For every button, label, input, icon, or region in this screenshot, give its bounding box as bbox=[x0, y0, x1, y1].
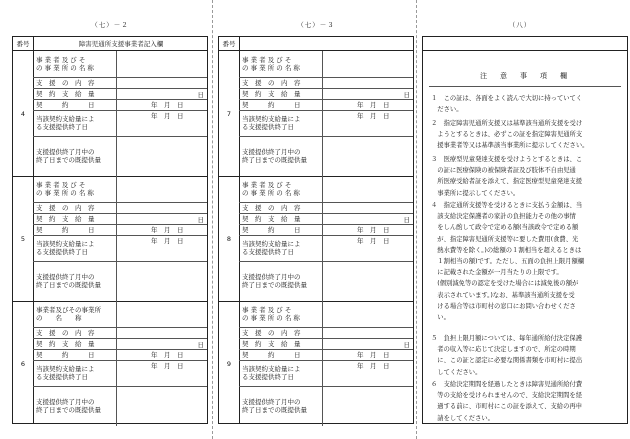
label-divider bbox=[116, 51, 117, 176]
row-label-end_amount-2: 終了日までの既提供量 bbox=[36, 406, 101, 414]
row-divider bbox=[239, 261, 413, 262]
row-divider bbox=[33, 386, 207, 387]
row-label-office_name-2: の 事 業 所 の 名 称 bbox=[242, 314, 300, 322]
notes-title: 注 意 事 項 欄 bbox=[480, 72, 570, 80]
date-units: 年 月 日 bbox=[357, 112, 390, 120]
row-label-office_name-2: の 名 称 bbox=[36, 314, 82, 322]
row-label-end_amount: 支援提供終了月中の bbox=[36, 148, 95, 156]
header-divider bbox=[219, 50, 413, 51]
note-item-2: ２ 指定障害児通所支援又は基準該当通所支援を受け ようとするときは、必ずこの証を指定障害児通所支 援事業者等又は基準該当事業所に提示してください。 bbox=[431, 120, 589, 150]
number-header: 番号 bbox=[16, 40, 30, 48]
row-label-remaining: 当該契約支給量によ bbox=[242, 365, 301, 373]
row-label-office_name-2: の 事 業 所 の 名 称 bbox=[242, 189, 300, 197]
row-label-office_name: 事 業 者 及 び そ bbox=[242, 56, 292, 64]
row-label-content: 支 援 の 内 容 bbox=[36, 78, 95, 87]
number-header: 番号 bbox=[222, 40, 236, 48]
row-label-contract_date: 契 約 日 bbox=[36, 350, 95, 359]
number-column-divider bbox=[239, 37, 240, 423]
unit-day: 日 bbox=[403, 340, 410, 349]
row-label-end_amount-2: 終了日までの既提供量 bbox=[36, 281, 101, 289]
date-units: 年 月 日 bbox=[357, 362, 390, 370]
unit-day: 日 bbox=[197, 90, 204, 99]
row-label-content: 支 援 の 内 容 bbox=[242, 78, 301, 87]
note-item-5: ５ 負担上限月額については、毎年通所給付決定保護 者の収入等に応じて決定しますので、所定の時期 に、この証と認定に必要な関係書類を市町村に提出 してください。 bbox=[431, 335, 583, 376]
row-label-content: 支 援 の 内 容 bbox=[242, 203, 301, 212]
header-divider bbox=[13, 50, 207, 51]
date-units: 年 月 日 bbox=[151, 362, 184, 370]
note-item-6: ６ 支給決定期間を経過したときは障害児通所給付費 等の支給を受けられませんので、支給決定期間を経 過する前に、市町村にこの証を添えて、支給の再申 請をしてください。 bbox=[431, 381, 583, 422]
date-units: 年 月 日 bbox=[357, 101, 390, 109]
row-label-contract_date: 契 約 日 bbox=[36, 225, 95, 234]
row-label-remaining: 当該契約支給量によ bbox=[36, 365, 95, 373]
row-label-end_amount: 支援提供終了月中の bbox=[242, 148, 301, 156]
row-label-remaining-2: る支援提供終了日 bbox=[242, 248, 294, 256]
date-units: 年 月 日 bbox=[151, 101, 184, 109]
row-label-end_amount-2: 終了日までの既提供量 bbox=[36, 156, 101, 164]
row-label-contract_date: 契 約 日 bbox=[36, 100, 95, 109]
row-divider bbox=[33, 136, 207, 137]
date-units: 年 月 日 bbox=[357, 226, 390, 234]
row-label-remaining-2: る支援提供終了日 bbox=[36, 248, 88, 256]
row-label-remaining: 当該契約支給量によ bbox=[242, 240, 301, 248]
page-header-2: （七）－３ bbox=[297, 21, 335, 29]
row-divider bbox=[239, 386, 413, 387]
row-label-amount: 契 約 支 給 量 bbox=[36, 214, 95, 223]
row-label-amount: 契 約 支 給 量 bbox=[242, 339, 301, 348]
unit-day: 日 bbox=[197, 340, 204, 349]
label-divider bbox=[322, 51, 323, 176]
notes-panel bbox=[422, 36, 628, 424]
row-label-contract_date: 契 約 日 bbox=[242, 225, 301, 234]
row-label-end_amount: 支援提供終了月中の bbox=[242, 273, 301, 281]
row-label-content: 支 援 の 内 容 bbox=[36, 328, 95, 337]
row-label-office_name: 事 業 者 及 び そ bbox=[36, 181, 86, 189]
group-divider bbox=[219, 301, 413, 302]
row-label-office_name-2: の 事 業 所 の 名 称 bbox=[242, 64, 300, 72]
row-label-amount: 契 約 支 給 量 bbox=[242, 89, 301, 98]
note-item-4: ４ 指定通所支援等を受けるときに支払う金額は、当 該支給決定保護者の家計の負担能力その他の事情 をしん酌して政令で定める額(当該政令で定める額 が、指定障害児通所支援等に要した費用(食費、光 熱水費等を除く。)の総額の１割相当を超えるときは １割相当の額)です。ただし、五面の負担上限月額欄 に記載された金額が一月当たりの上限です。 (個別減免等の認定を受けた場合には減免後の額が 表示されています。)なお、基準該当通所支援を受 ける場合等は市町村の窓口にお問い合わせくださ い。 bbox=[431, 202, 585, 322]
page-header-1: （七）－２ bbox=[91, 21, 129, 29]
fold-line-2 bbox=[416, 0, 417, 439]
row-label-amount: 契 約 支 給 量 bbox=[242, 214, 301, 223]
row-label-amount: 契 約 支 給 量 bbox=[36, 339, 95, 348]
row-label-end_amount-2: 終了日までの既提供量 bbox=[242, 406, 307, 414]
record-number: 6 bbox=[20, 359, 26, 368]
fold-line-1 bbox=[212, 0, 213, 439]
row-label-end_amount-2: 終了日までの既提供量 bbox=[242, 281, 307, 289]
row-label-content: 支 援 の 内 容 bbox=[242, 328, 301, 337]
unit-day: 日 bbox=[403, 215, 410, 224]
column-header: 障害児通所支援事業者記入欄 bbox=[78, 40, 164, 48]
row-label-office_name: 事 業 者 及 び そ bbox=[242, 306, 292, 314]
row-label-remaining-2: る支援提供終了日 bbox=[36, 123, 88, 131]
row-label-office_name-2: の 事 業 所 の 名 称 bbox=[36, 64, 94, 72]
number-column-divider bbox=[33, 37, 34, 423]
label-divider bbox=[116, 176, 117, 301]
date-units: 年 月 日 bbox=[151, 226, 184, 234]
row-label-remaining: 当該契約支給量によ bbox=[36, 240, 95, 248]
label-divider bbox=[116, 301, 117, 426]
unit-day: 日 bbox=[197, 215, 204, 224]
row-label-remaining-2: る支援提供終了日 bbox=[36, 373, 88, 381]
record-table-2 bbox=[218, 36, 414, 424]
row-label-remaining-2: る支援提供終了日 bbox=[242, 123, 294, 131]
row-label-remaining: 当該契約支給量によ bbox=[36, 115, 95, 123]
row-label-remaining: 当該契約支給量によ bbox=[242, 115, 301, 123]
date-units: 年 月 日 bbox=[357, 351, 390, 359]
note-item-3: ３ 医療型児童発達支援を受けようとするときは、こ の証に医療保険の被保険者証及び肢体不自由児通 所医療受給者証を添えて、指定医療型児童発達支援 事業所に提示してください。 bbox=[431, 156, 583, 197]
row-label-office_name: 事 業 者 及 び そ bbox=[36, 56, 86, 64]
row-label-contract_date: 契 約 日 bbox=[242, 350, 301, 359]
row-label-contract_date: 契 約 日 bbox=[242, 100, 301, 109]
row-divider bbox=[239, 136, 413, 137]
date-units: 年 月 日 bbox=[151, 112, 184, 120]
row-label-end_amount: 支援提供終了月中の bbox=[36, 273, 95, 281]
row-label-end_amount: 支援提供終了月中の bbox=[36, 398, 95, 406]
record-number: 8 bbox=[226, 234, 232, 243]
record-table-1 bbox=[12, 36, 208, 424]
unit-day: 日 bbox=[403, 90, 410, 99]
row-label-office_name: 事業者及びその事業所 bbox=[36, 306, 101, 314]
record-number: 9 bbox=[226, 359, 232, 368]
date-units: 年 月 日 bbox=[357, 237, 390, 245]
date-units: 年 月 日 bbox=[151, 351, 184, 359]
date-units: 年 月 日 bbox=[151, 237, 184, 245]
note-item-1: １ この証は、各面をよく読んで大切に持っていてく ださい。 bbox=[431, 95, 583, 114]
row-label-amount: 契 約 支 給 量 bbox=[36, 89, 95, 98]
group-divider bbox=[13, 301, 207, 302]
notes-top-divider bbox=[423, 50, 627, 51]
notes-title-rule bbox=[429, 86, 621, 87]
group-divider bbox=[13, 176, 207, 177]
record-number: 4 bbox=[20, 109, 26, 118]
page-header-3: （八） bbox=[508, 21, 532, 29]
label-divider bbox=[322, 301, 323, 426]
row-divider bbox=[33, 261, 207, 262]
row-label-remaining-2: る支援提供終了日 bbox=[242, 373, 294, 381]
row-label-end_amount-2: 終了日までの既提供量 bbox=[242, 156, 307, 164]
record-number: 7 bbox=[226, 109, 232, 118]
record-number: 5 bbox=[20, 234, 26, 243]
row-label-content: 支 援 の 内 容 bbox=[36, 203, 95, 212]
row-label-office_name-2: の 事 業 所 の 名 称 bbox=[36, 189, 94, 197]
label-divider bbox=[322, 176, 323, 301]
row-label-office_name: 事 業 者 及 び そ bbox=[242, 181, 292, 189]
row-label-end_amount: 支援提供終了月中の bbox=[242, 398, 301, 406]
group-divider bbox=[219, 176, 413, 177]
